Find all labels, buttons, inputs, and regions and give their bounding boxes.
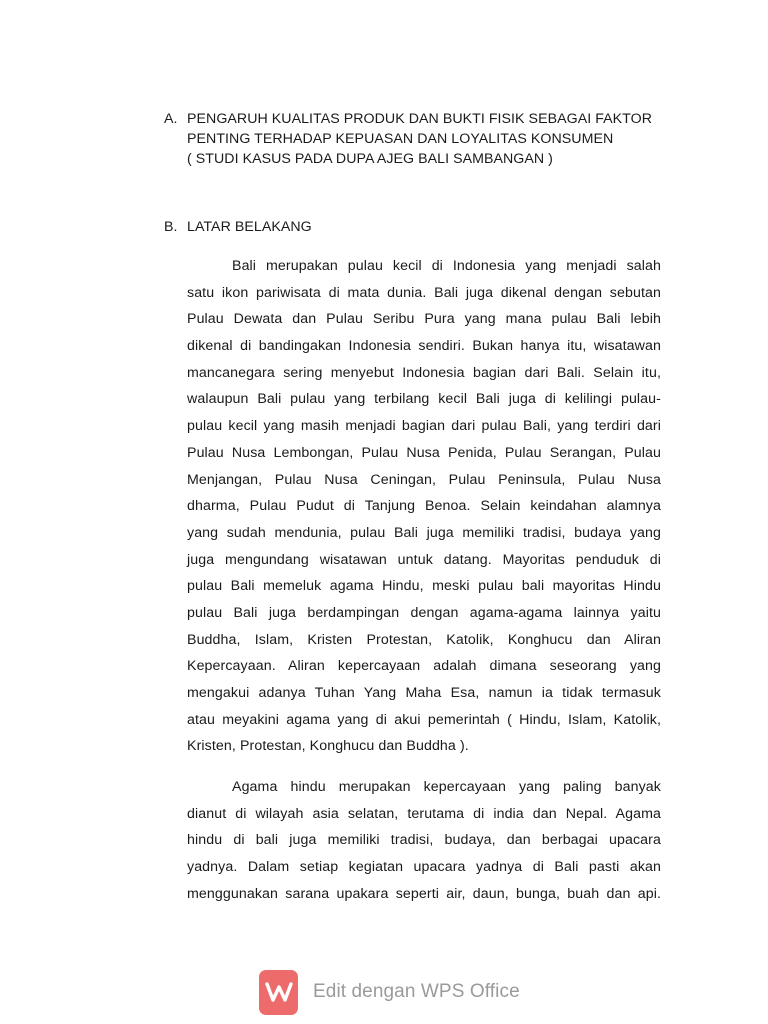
paragraph-1 [187, 253, 661, 760]
section-b-marker: B. [164, 219, 178, 235]
wps-office-logo-icon [259, 970, 298, 1015]
paragraph-line: pulau kecil yang masih menjadi bagian dari pulau Bali, yang terdiri dari [187, 418, 661, 435]
section-b-title: LATAR BELAKANG [187, 219, 312, 235]
paragraph-line: menggunakan sarana upakara seperti air, daun, bunga, buah dan api. [187, 885, 661, 902]
wps-edit-label: Edit dengan WPS Office [313, 981, 520, 1002]
paragraph-line: pulau Bali memeluk agama Hindu, meski pulau bali mayoritas Hindu [187, 578, 661, 595]
paragraph-line: yang sudah mendunia, pulau Bali juga memiliki tradisi, budaya yang [187, 524, 661, 541]
section-a-title-line: PENTING TERHADAP KEPUASAN DAN LOYALITAS KONSUMEN [187, 131, 614, 147]
paragraph-line: mengakui adanya Tuhan Yang Maha Esa, namun ia tidak termasuk [187, 685, 661, 701]
paragraph-line: Kepercayaan. Aliran kepercayaan adalah dimana seseorang yang [187, 658, 661, 675]
section-b-heading [164, 217, 684, 237]
paragraph-line: Kristen, Protestan, Konghucu dan Buddha ). [187, 738, 469, 755]
paragraph-line: mancanegara sering menyebut Indonesia bagian dari Bali. Selain itu, [187, 364, 661, 381]
wps-edit-button[interactable] [259, 968, 520, 1016]
section-a-title-line: ( STUDI KASUS PADA DUPA AJEG BALI SAMBANGAN ) [187, 151, 553, 167]
paragraph-line: dharma, Pulau Pudut di Tanjung Benoa. Selain keindahan alamnya [187, 498, 661, 515]
section-a-title [187, 109, 684, 169]
paragraph-line: pulau Bali juga berdampingan dengan agama-agama lainnya yaitu [187, 604, 661, 621]
paragraph-line: Agama hindu merupakan kepercayaan yang paling banyak [232, 779, 661, 795]
paragraph-line: juga mengundang wisatawan untuk datang. Mayoritas penduduk di [187, 551, 661, 568]
paragraph-line: satu ikon pariwisata di mata dunia. Bali juga dikenal dengan sebutan [187, 284, 661, 301]
paragraph-line: dikenal di bandingakan Indonesia sendiri. Bukan hanya itu, wisatawan [187, 338, 661, 355]
paragraph-2 [187, 774, 661, 907]
paragraph-line: atau meyakini agama yang di akui pemerintah ( Hindu, Islam, Katolik, [187, 711, 661, 728]
section-a-marker: A. [164, 111, 178, 127]
paragraph-line: Menjangan, Pulau Nusa Ceningan, Pulau Peninsula, Pulau Nusa [187, 471, 661, 488]
paragraph-line: Pulau Nusa Lembongan, Pulau Nusa Penida, Pulau Serangan, Pulau [187, 444, 661, 461]
paragraph-line: yadnya. Dalam setiap kegiatan upacara yadnya di Bali pasti akan [187, 859, 661, 876]
paragraph-line: walaupun Bali pulau yang terbilang kecil Bali juga di kelilingi pulau- [187, 391, 661, 408]
paragraph-line: dianut di wilayah asia selatan, terutama di india dan Nepal. Agama [187, 805, 661, 822]
paragraph-line: hindu di bali juga memiliki tradisi, budaya, dan berbagai upacara [187, 832, 661, 849]
paragraph-line: Bali merupakan pulau kecil di Indonesia yang menjadi salah [232, 258, 661, 274]
section-a-heading [164, 109, 684, 169]
section-a-title-line: PENGARUH KUALITAS PRODUK DAN BUKTI FISIK SEBAGAI FAKTOR [187, 111, 652, 127]
paragraph-line: Pulau Dewata dan Pulau Seribu Pura yang mana pulau Bali lebih [187, 311, 661, 328]
paragraph-line: Buddha, Islam, Kristen Protestan, Katolik, Konghucu dan Aliran [187, 631, 661, 648]
